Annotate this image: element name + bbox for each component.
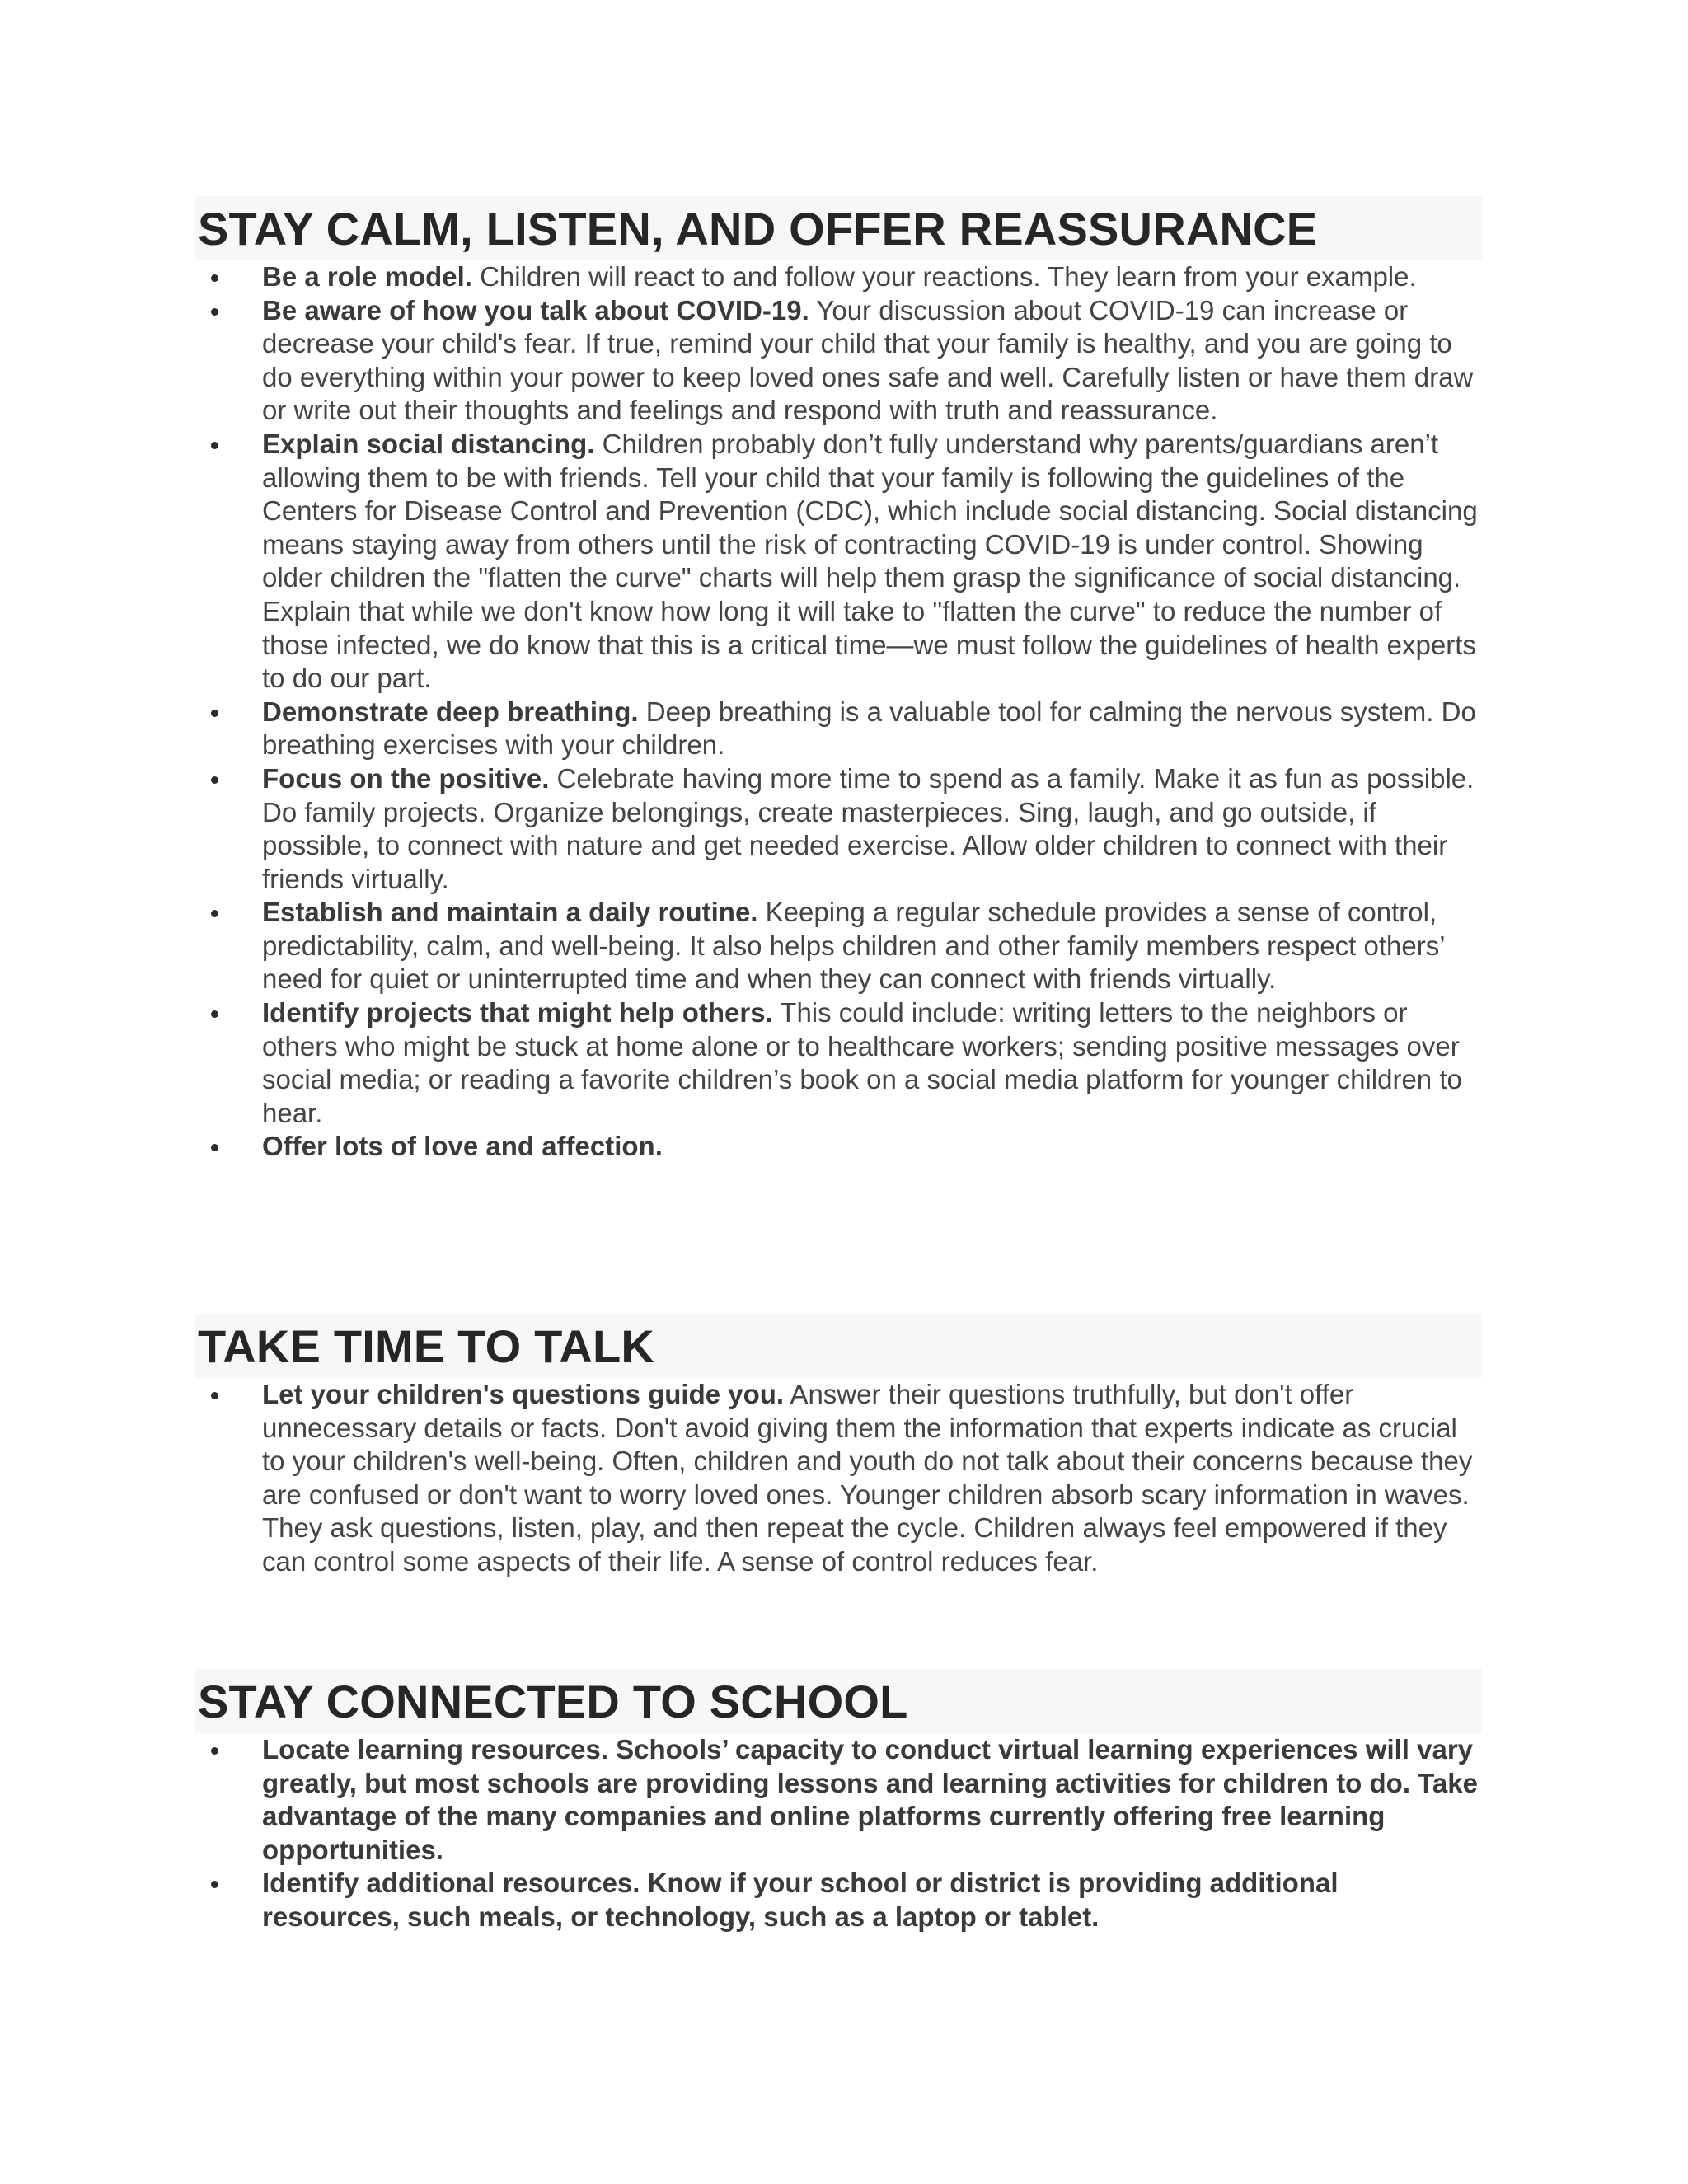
bullet-list	[195, 260, 1482, 1164]
item-text: Children probably don’t fully understand why parents/guardians aren’t allowing them to be with friends. Tell your child that your family is following the guidelines of the Centers for Disease Control and Prevention (CDC), which include social distancing. Social distancing means staying away from others until the risk of contracting COVID-19 is under control. Showing older children the "flatten the curve" charts will help them grasp the significance of social distancing. Explain that while we don't know how long it will take to "flatten the curve" to reduce the number of those infected, we do know that this is a critical time—we must follow the guidelines of health experts to do our part.	[262, 428, 1478, 694]
list-item	[262, 896, 1482, 996]
list-item	[262, 260, 1482, 294]
bullet-list	[195, 1378, 1482, 1579]
item-lead: Offer lots of love and affection.	[262, 1131, 663, 1162]
list-item	[262, 762, 1482, 896]
list-item	[262, 1378, 1482, 1579]
item-text: Celebrate having more time to spend as a family. Make it as fun as possible. Do family projects. Organize belongings, create masterpieces. Sing, laugh, and go outside, if possible, to connect with nature and get needed exercise. Allow older children to connect with their friends virtually.	[262, 762, 1475, 894]
item-lead: Focus on the positive.	[262, 762, 550, 794]
bullet-icon	[211, 308, 218, 316]
bullet-icon	[211, 1144, 218, 1151]
item-lead: Identify projects that might help others.	[262, 997, 773, 1029]
bullet-icon	[211, 1881, 218, 1888]
list-item	[262, 1867, 1482, 1933]
section-heading: STAY CALM, LISTEN, AND OFFER REASSURANCE	[195, 196, 1482, 260]
item-lead: Establish and maintain a daily routine.	[262, 897, 758, 928]
list-item	[262, 1130, 1482, 1164]
item-lead: Be aware of how you talk about COVID-19.	[262, 294, 809, 326]
item-text: Children will react to and follow your reactions. They learn from your example.	[471, 261, 1417, 292]
bullet-icon	[211, 274, 218, 282]
item-text: Keeping a regular schedule provides a sense of control, predictability, calm, and well-being. It also helps children and other family members respect others’ need for quiet or uninterrupted time and when they can connect with friends virtually.	[262, 897, 1445, 995]
list-item	[262, 428, 1482, 696]
item-text: Answer their questions truthfully, but don't offer unnecessary details or facts. Don't avoid giving them the information that experts indicate as crucial to your children's well-being. Often, children and youth do not talk about their concerns because they are confused or don't want to worry loved ones. Younger children absorb scary information in waves. They ask questions, listen, play, and then repeat the cycle. Children always feel empowered if they can control some aspects of their life. A sense of control reduces fear.	[262, 1379, 1473, 1577]
list-item	[262, 696, 1482, 762]
bullet-icon	[211, 442, 218, 449]
item-lead: Demonstrate deep breathing.	[262, 696, 639, 727]
section-take-time-to-talk	[195, 1314, 1482, 1579]
bullet-icon	[211, 1747, 218, 1755]
item-text: Your discussion about COVID-19 can increase or decrease your child's fear. If true, remind your child that your family is healthy, and you are going to do everything within your power to keep loved ones safe and well. Carefully listen or have them draw or write out their thoughts and feelings and respond with truth and reassurance.	[262, 294, 1474, 426]
bullet-icon	[211, 776, 218, 784]
item-lead: Identify additional resources. Know if your school or district is providing additional resources, such meals, or technology, such as a laptop or tablet.	[262, 1868, 1339, 1932]
section-stay-connected	[195, 1669, 1482, 1934]
section-heading: STAY CONNECTED TO SCHOOL	[195, 1669, 1482, 1733]
item-lead: Explain social distancing.	[262, 428, 595, 459]
section-stay-calm	[195, 196, 1482, 1164]
list-item	[262, 1733, 1482, 1867]
list-item	[262, 294, 1482, 428]
bullet-icon	[211, 1392, 218, 1399]
bullet-list	[195, 1733, 1482, 1934]
bullet-icon	[211, 1010, 218, 1018]
item-lead: Locate learning resources. Schools’ capacity to conduct virtual learning experiences will vary greatly, but most schools are providing lessons and learning activities for children to do. Take advantage of the many companies and online platforms currently offering free learning opportunities.	[262, 1734, 1478, 1865]
item-text: Deep breathing is a valuable tool for calming the nervous system. Do breathing exercises with your children.	[262, 696, 1476, 761]
item-lead: Be a role model.	[262, 261, 472, 292]
bullet-icon	[211, 710, 218, 717]
list-item	[262, 996, 1482, 1130]
item-lead: Let your children's questions guide you.	[262, 1379, 785, 1409]
bullet-icon	[211, 910, 218, 917]
item-text: This could include: writing letters to the neighbors or others who might be stuck at home alone or to healthcare workers; sending positive messages over social media; or reading a favorite children’s book on a social media platform for younger children to hear.	[262, 997, 1462, 1128]
section-heading: TAKE TIME TO TALK	[195, 1314, 1482, 1378]
